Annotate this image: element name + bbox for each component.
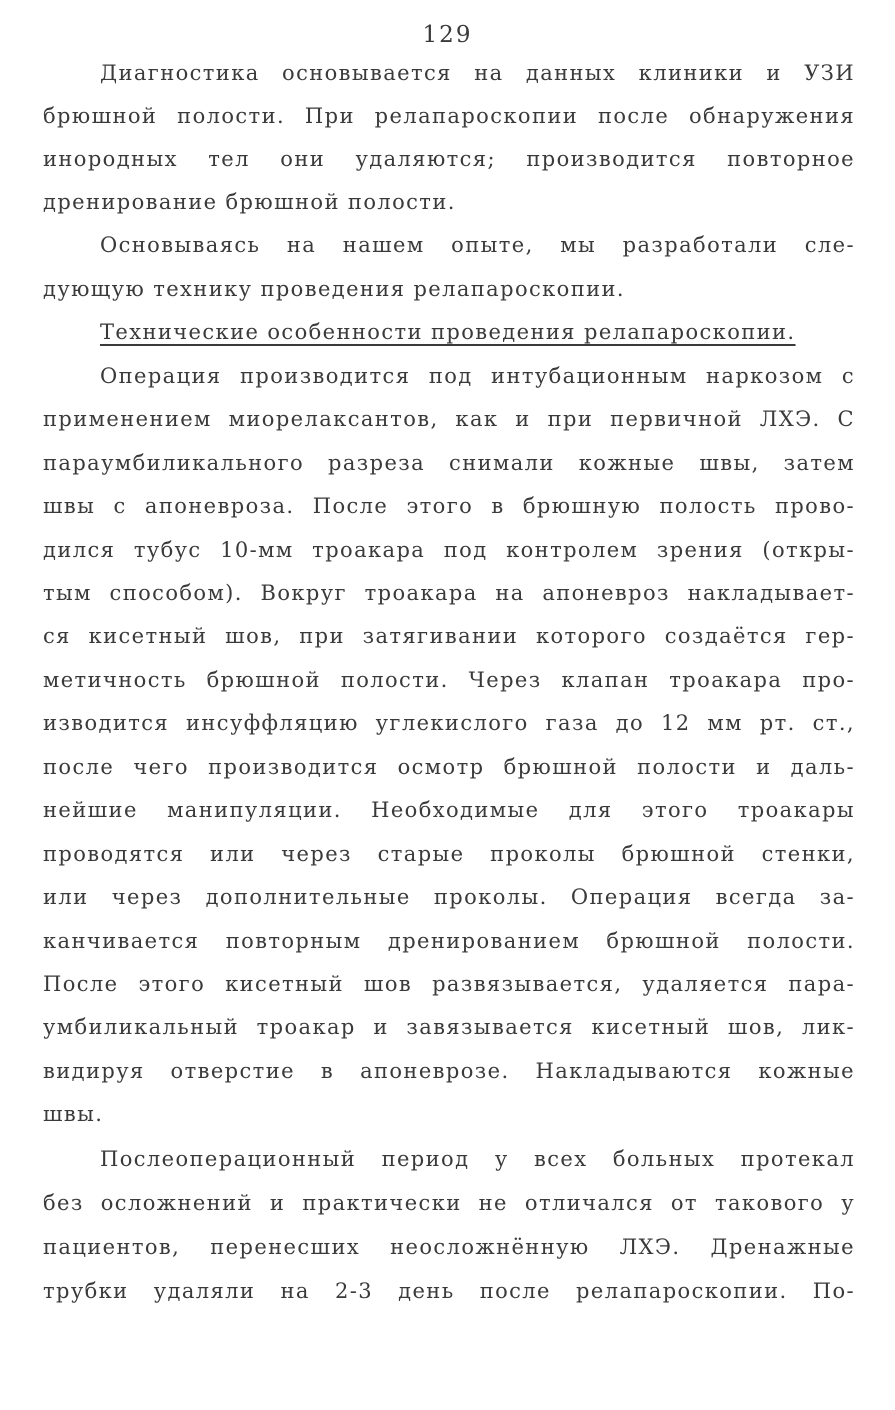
text-line: инородных тел они удаляются; производится повторное (43, 147, 855, 171)
text-line: швы с апоневроза. После этого в брюшную полость прово- (43, 494, 855, 518)
text-line: Операция производится под интубационным наркозом с (100, 364, 855, 388)
text-line: применением миорелаксантов, как и при первичной ЛХЭ. С (43, 407, 855, 431)
page-number: 129 (422, 22, 473, 48)
text-line: дился тубус 10-мм троакара под контролем зрения (откры- (43, 538, 855, 562)
text-line: пациентов, перенесших неосложнённую ЛХЭ. Дренажные (43, 1235, 855, 1259)
section-heading-text: Технические особенности проведения релапароскопии. (100, 320, 796, 344)
text-line: после чего производится осмотр брюшной полости и даль- (43, 755, 855, 779)
text-line: умбиликальный троакар и завязывается кисетный шов, лик- (43, 1015, 855, 1039)
text-line: без осложнений и практически не отличался от такового у (43, 1191, 855, 1215)
text-line: видируя отверстие в апоневрозе. Накладываются кожные (43, 1059, 855, 1083)
text-line: Основываясь на нашем опыте, мы разработали сле- (100, 233, 855, 257)
text-line: швы. (43, 1102, 104, 1126)
text-line: ся кисетный шов, при затягивании которого создаётся гер- (43, 624, 855, 648)
text-line: брюшной полости. При релапароскопии после обнаружения (43, 104, 855, 128)
text-line: или через дополнительные проколы. Операция всегда за- (43, 885, 855, 909)
text-line: Послеоперационный период у всех больных протекал (100, 1147, 855, 1171)
text-line: проводятся или через старые проколы брюшной стенки, (43, 842, 855, 866)
text-line: трубки удаляли на 2-3 день после релапароскопии. По- (43, 1279, 855, 1303)
text-line: дующую технику проведения релапароскопии. (43, 277, 625, 301)
text-line: канчивается повторным дренированием брюшной полости. (43, 929, 855, 953)
text-line: Диагностика основывается на данных клиники и УЗИ (100, 61, 855, 85)
text-line: метичность брюшной полости. Через клапан троакара про- (43, 668, 855, 692)
text-line: параумбиликального разреза снимали кожные швы, затем (43, 451, 855, 475)
text-line: нейшие манипуляции. Необходимые для этого троакары (43, 798, 855, 822)
text-line: дренирование брюшной полости. (43, 190, 456, 214)
text-line: тым способом). Вокруг троакара на апоневроз накладывает- (43, 581, 855, 605)
text-line: изводится инсуффляцию углекислого газа до 12 мм рт. ст., (43, 711, 855, 735)
section-heading (100, 314, 855, 350)
text-line: После этого кисетный шов развязывается, удаляется пара- (43, 972, 855, 996)
